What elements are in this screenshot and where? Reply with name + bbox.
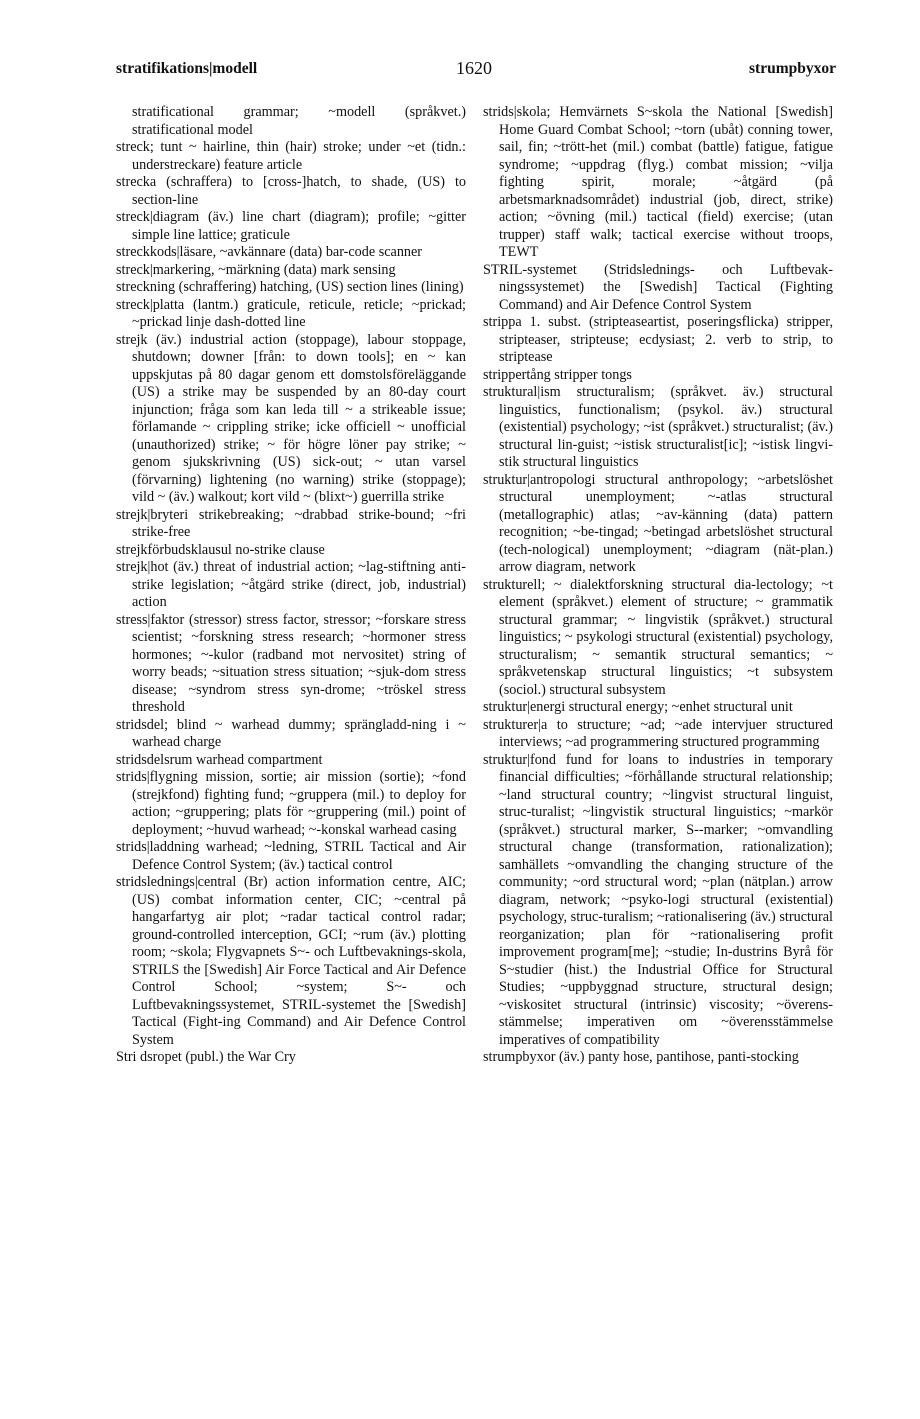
dictionary-entry: struktur|antropologi structural anthropology; ~arbetslöshet structural unemployment; ~-atlas structural (metallographic) atlas; ~av-känning (data) pattern recognition; ~be-tingad; ~betingad arbetslöshet structural (tech-nological) unemployment; ~diagram (nät-plan.) arrow diagram, network (483, 471, 833, 575)
dictionary-entry: streckning (schraffering) hatching, (US) section lines (lining) (116, 279, 464, 295)
left-column (116, 104, 466, 1067)
dictionary-entry: stridsdelsrum warhead compartment (116, 751, 323, 768)
dictionary-entry: stratificational grammar; ~modell (språkvet.) stratificational model (132, 104, 466, 138)
dictionary-entry: strippertång stripper tongs (483, 366, 632, 383)
dictionary-entry: struktur|energi structural energy; ~enhet structural unit (483, 699, 793, 715)
dictionary-entry: streck|markering, ~märkning (data) mark sensing (116, 261, 396, 278)
dictionary-entry: strukturell; ~ dialektforskning structural dia-lectology; ~t element (språkvet.) element of structure; ~ grammatik structural grammar; ~ lingvistik (språkvet.) structural linguistics; ~ psykologi structural (existential) psychology, structuralism; ~ semantik structural semantics; ~ språkvetenskap structural linguistics; ~t subsystem (sociol.) structural subsystem (483, 576, 833, 698)
dictionary-entry: STRIL-systemet (Stridslednings- och Luftbevak-ningssystemet) the [Swedish] Tactical (Fighting Command) and Air Defence Control System (483, 261, 833, 313)
dictionary-entry: strids|skola; Hemvärnets S~skola the National [Swedish] Home Guard Combat School; ~torn (ubåt) conning tower, sail, fin; ~trött-het (mil.) combat (battle) fatigue, fatigue syndrome; ~uppdrag (flyg.) combat mission; ~vilja fighting spirit, morale; ~åtgärd (på arbetsmarknadsområdet) industrial (job, direct, strike) action; ~övning (mil.) tactical (field) exercise; (utan trupper) staff walk; tactical exercise without troops, TEWT (483, 104, 833, 260)
dictionary-entry: struktural|ism structuralism; (språkvet. äv.) structural linguistics, functionalism; (psykol. äv.) structural (existential) psychology; ~ist (språkvet.) structuralist; (äv.) structural lin-guist; ~istisk structuralist[ic]; ~istisk lingvi-stik structural linguistics (483, 384, 833, 470)
dictionary-entry: Stri dsropet (publ.) the War Cry (116, 1049, 296, 1065)
header-left-guide-word: stratifikations|modell (116, 60, 258, 77)
dictionary-entry: stridsdel; blind ~ warhead dummy; sprängladd-ning i ~ warhead charge (116, 716, 466, 750)
header-right-guide-word: strumpbyxor (749, 60, 836, 77)
dictionary-entry: streck|diagram (äv.) line chart (diagram); profile; ~gitter simple line lattice; graticule (116, 209, 466, 243)
dictionary-entry: stress|faktor (stressor) stress factor, stressor; ~forskare stress scientist; ~forskning stress research; ~hormoner stress hormones; ~-kulor (radband mot nervositet) string of worry beads; ~situation stress situation; ~sjuk-dom stress disease; ~syndrom stress syn-drome; ~tröskel stress threshold (116, 611, 466, 715)
dictionary-entry: stridslednings|central (Br) action information centre, AIC; (US) combat information center, CIC; ~central på hangarfartyg air plot; ~radar tactical control radar; ground-controlled interception, GCI; ~rum (äv.) plotting room; ~skola; Flygvapnets S~- och Luftbevaknings-skola, STRILS the [Swedish] Air Force Tactical and Air Defence Control School; ~system; S~- och Luftbevakningssystemet, STRIL-systemet the [Swedish] Tactical (Fight-ing Command) and Air Defence Control System (116, 874, 466, 1048)
dictionary-entry: streck; tunt ~ hairline, thin (hair) stroke; under ~et (tidn.: understreckare) feature article (116, 139, 466, 173)
dictionary-entry: strejk (äv.) industrial action (stoppage), labour stoppage, shutdown; downer [från: to down tools]; en ~ kan uppskjutas på 80 dagar genom ett domstolsföreläggande (US) a strike may be suspended by an 80-day court injunction; fråga som kan leda till ~ a strikeable issue; förlamande ~ crippling strike; icke officiell ~ unofficial (unauthorized) strike; ~ för högre löner pay strike; ~ genom sjukskrivning (US) sick-out; ~ utan varsel (förvarning) lightening (no warning) strike (stoppage); vild ~ (äv.) walkout; kort vild ~ (blixt~) guerrilla strike (116, 331, 466, 505)
dictionary-entry: streck|platta (lantm.) graticule, reticule, reticle; ~prickad; ~prickad linje dash-dotted line (116, 296, 466, 330)
dictionary-entry: strecka (schraffera) to [cross-]hatch, to shade, (US) to section-line (116, 174, 466, 208)
page-header (116, 60, 836, 84)
dictionary-entry: strids|laddning warhead; ~ledning, STRIL Tactical and Air Defence Control System; (äv.) tactical control (116, 839, 466, 873)
right-column (483, 104, 833, 1067)
dictionary-entry: streckkods|läsare, ~avkännare (data) bar-code scanner (116, 244, 423, 260)
dictionary-entry: strukturer|a to structure; ~ad; ~ade intervjuer structured interviews; ~ad programmering structured programming (483, 716, 833, 750)
dictionary-entry: strejkförbudsklausul no-strike clause (116, 541, 325, 558)
dictionary-entry: strumpbyxor (äv.) panty hose, pantihose, panti-stocking (483, 1049, 799, 1065)
dictionary-entry: strids|flygning mission, sortie; air mission (sortie); ~fond (strejkfond) fighting fund; ~gruppera (mil.) to deploy for action; ~gruppering; plats för ~gruppering (mil.) point of deployment; ~huvud warhead; ~-konskal warhead casing (116, 769, 466, 838)
dictionary-entry: strejk|hot (äv.) threat of industrial action; ~lag-stiftning anti-strike legislation; ~åtgärd strike (direct, job, industrial) action (116, 559, 466, 610)
page-number: 1620 (456, 58, 492, 78)
dictionary-entry: strejk|bryteri strikebreaking; ~drabbad strike-bound; ~fri strike-free (116, 506, 466, 540)
dictionary-entry: struktur|fond fund for loans to industries in temporary financial difficulties; ~förhållande structural relationship; ~land structural country; ~lingvist structural linguist, struc-turalist; ~lingvistik structural linguistics; ~markör (språkvet.) structural marker, S--marker; ~omvandling structural change (transformation, rationalization); samhällets ~omvandling the changing structure of the community; ~ord structural word; ~plan (nätplan.) arrow diagram, network; ~psyko-logi structural (existential) psychology, struc-turalism; ~rationalisering (äv.) structural reorganization; plan för ~rationalisering profit improvement program[me]; ~studie; In-dustrins Byrå för S~studier (hist.) the Industrial Office for Structural Studies; ~uppbyggnad structure, structural design; ~viskositet structural (intrinsic) viscosity; ~överens-stämmelse; imperativen om ~överensstämmelse imperatives of compatibility (483, 751, 833, 1048)
dictionary-entry: strippa 1. subst. (stripteaseartist, poseringsflicka) stripper, stripteaser, stripteuse; ecdysiast; 2. verb to strip, to striptease (483, 314, 833, 365)
